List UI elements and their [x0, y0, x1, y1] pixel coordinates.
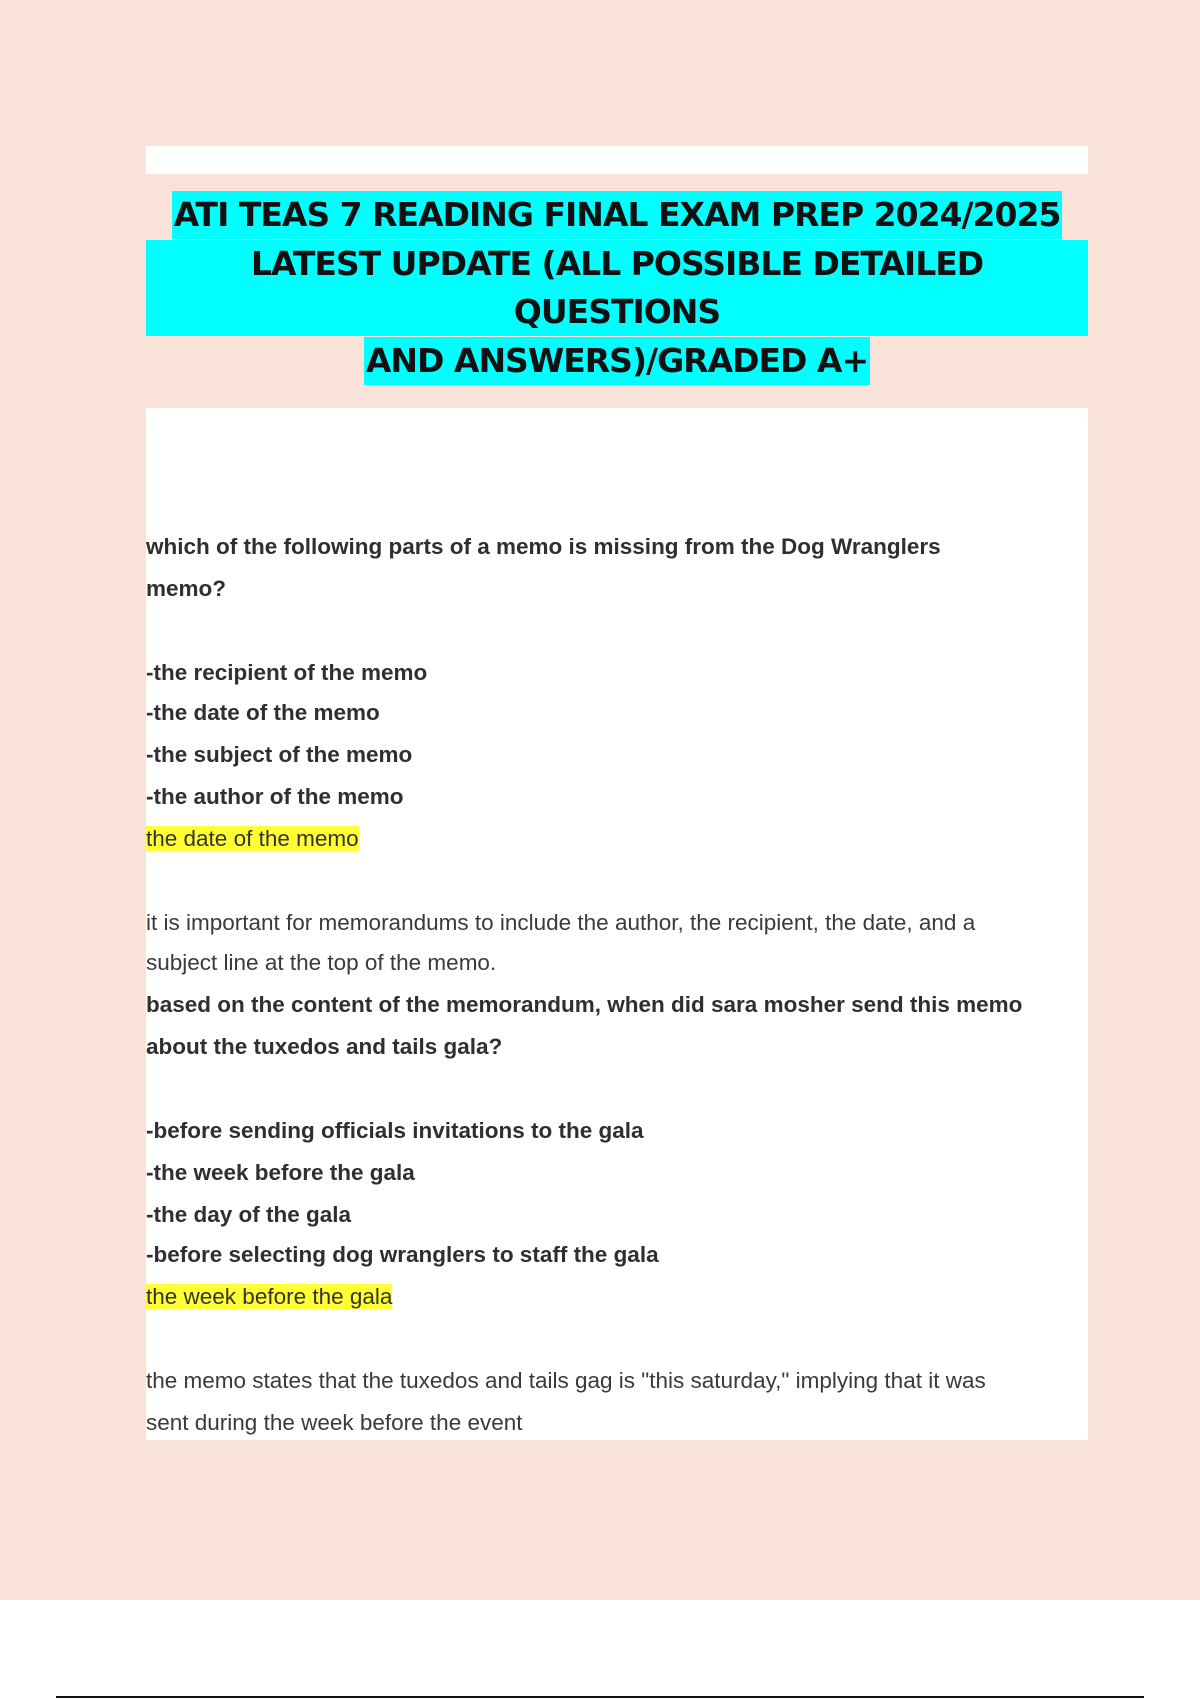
q1-option-3: -the subject of the memo — [146, 742, 413, 767]
q1-option-2: -the date of the memo — [146, 700, 380, 725]
title-line-2: LATEST UPDATE (ALL POSSIBLE DETAILED QUESTIONS — [146, 240, 1088, 336]
footer-divider — [56, 1696, 1144, 1698]
q1-question-line-2: memo? — [146, 576, 227, 601]
q2-question-line-1: based on the content of the memorandum, when did sara mosher send this memo — [146, 992, 1023, 1017]
q2-option-3: -the day of the gala — [146, 1202, 352, 1227]
document-body — [146, 408, 1088, 1440]
q1-option-4: -the author of the memo — [146, 784, 404, 809]
q1-option-1: -the recipient of the memo — [146, 660, 428, 685]
q2-explanation-line-1: the memo states that the tuxedos and tails gag is "this saturday," implying that it was — [146, 1368, 986, 1393]
q2-answer-highlight: the week before the gala — [146, 1284, 393, 1309]
q1-answer-highlight: the date of the memo — [146, 826, 359, 851]
q2-option-4: -before selecting dog wranglers to staff the gala — [146, 1242, 659, 1267]
q2-option-1: -before sending officials invitations to the gala — [146, 1118, 644, 1143]
q1-explanation-line-1: it is important for memorandums to include the author, the recipient, the date, and a — [146, 910, 976, 935]
q1-answer — [146, 818, 1096, 860]
q1-question-line-1: which of the following parts of a memo is missing from the Dog Wranglers — [146, 534, 941, 559]
q2-option-2: -the week before the gala — [146, 1160, 415, 1185]
document-title — [146, 178, 1088, 397]
title-line-1: ATI TEAS 7 READING FINAL EXAM PREP 2024/2025 — [172, 191, 1063, 239]
header-strip — [146, 146, 1088, 174]
q2-question-line-2: about the tuxedos and tails gala? — [146, 1034, 503, 1059]
q2-answer — [146, 1276, 1096, 1318]
q1-explanation-line-2: subject line at the top of the memo. — [146, 950, 497, 975]
title-line-3: AND ANSWERS)/GRADED A+ — [364, 337, 870, 385]
q2-explanation-line-2: sent during the week before the event — [146, 1410, 523, 1435]
